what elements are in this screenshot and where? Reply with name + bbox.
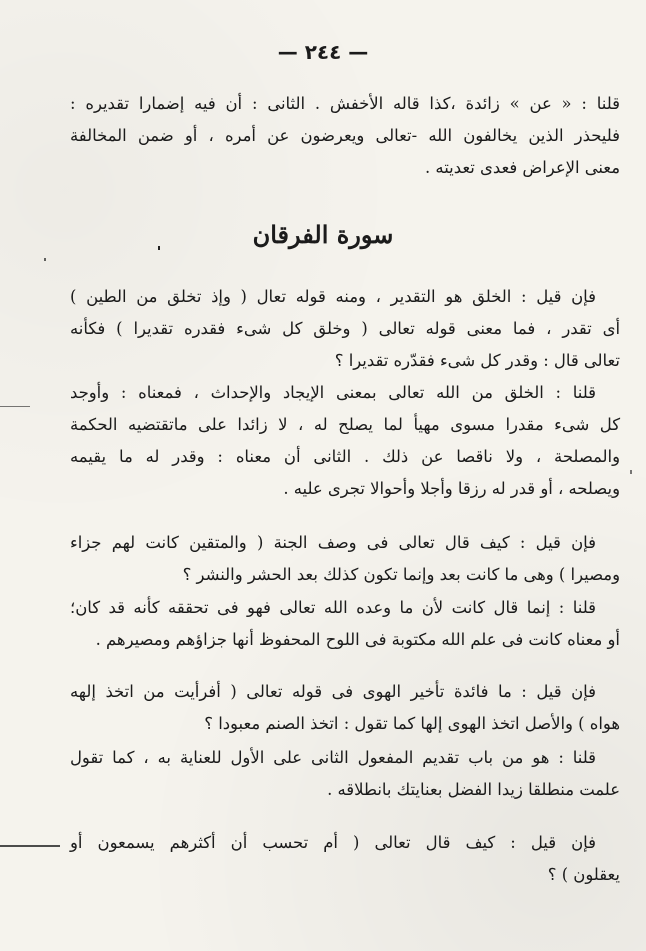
text-line: فإن قيل : ما فائدة تأخير الهوى فى قوله تعالى ( أفرأيت من اتخذ إلهه (70, 682, 596, 701)
paragraph-question-paradise (70, 527, 620, 591)
left-margin-mark (0, 845, 60, 847)
text-line: فإن قيل : الخلق هو التقدير ، ومنه قوله تعال ( وإذ تخلق من الطين ) (70, 287, 596, 306)
ink-speck (158, 246, 160, 250)
text-line: معنى الإعراض فعدى تعديته . (425, 158, 620, 177)
surah-title: سورة الفرقان (252, 220, 394, 249)
ink-speck (44, 258, 46, 261)
text-line: فليحذر الذين يخالفون الله -تعالى ويعرضون عن أمره ، أو ضمن المخالفة (70, 126, 620, 145)
text-line: قلنا : هو من باب تقديم المفعول الثانى على الأول للعناية به ، كما تقول (70, 748, 596, 767)
intro-paragraph (70, 88, 620, 184)
left-margin-mark (0, 406, 30, 407)
text-line: كل شىء مقدرا مسوى مهيأ لما يصلح له ، لا زائدا على ماتقتضيه الحكمة (70, 415, 620, 434)
text-line: علمت منطلقا زيدا الفضل بعنايتك بانطلاقه . (327, 780, 620, 799)
paragraph-answer-paradise (70, 592, 620, 656)
text-line: أى تقدر ، فما معنى قوله تعالى ( وخلق كل شىء فقدره تقديرا ) فكأنه (70, 319, 620, 338)
page-number: — ٢٤٤ — (277, 40, 369, 64)
paragraph-question-creation (70, 281, 620, 377)
text-line: فإن قيل : كيف قال تعالى ( أم تحسب أن أكثرهم يسمعون أو (70, 833, 596, 852)
text-line: يعقلون ) ؟ (547, 865, 620, 884)
paragraph-question-desire (70, 676, 620, 740)
paragraph-answer-desire (70, 742, 620, 806)
text-line: قلنا : الخلق من الله تعالى بمعنى الإيجاد والإحداث ، فمعناه : وأوجد (70, 383, 596, 402)
text-line: ومصيرا ) وهى ما كانت بعد وإنما تكون كذلك بعد الحشر والنشر ؟ (182, 565, 620, 584)
paragraph-question-hearing (70, 827, 620, 891)
text-line: قلنا : إنما قال كانت لأن ما وعده الله تعالى فهو فى تحققه كأنه قد كان؛ (70, 598, 596, 617)
text-line: أو معناه كانت فى علم الله مكتوبة فى اللوح المحفوظ أنها جزاؤهم ومصيرهم . (95, 630, 620, 649)
text-line: قلنا : « عن » زائدة ،كذا قاله الأخفش . الثانى : أن فيه إضمارا تقديره : (70, 94, 620, 113)
text-line: هواه ) والأصل اتخذ الهوى إلها كما تقول : اتخذ الصنم معبودا ؟ (204, 714, 620, 733)
ink-speck (630, 470, 632, 474)
paragraph-answer-creation (70, 377, 620, 505)
text-line: فإن قيل : كيف قال تعالى فى وصف الجنة ( والمتقين كانت لهم جزاء (70, 533, 596, 552)
text-line: والمصلحة ، ولا ناقصا عن ذلك . الثانى أن معناه : وقدر له ما يقيمه (70, 447, 620, 466)
text-line: تعالى قال : وقدر كل شىء فقدّره تقديرا ؟ (334, 351, 620, 370)
text-line: ويصلحه ، أو قدر له رزقا وأجلا وأحوالا تجرى عليه . (283, 479, 620, 498)
